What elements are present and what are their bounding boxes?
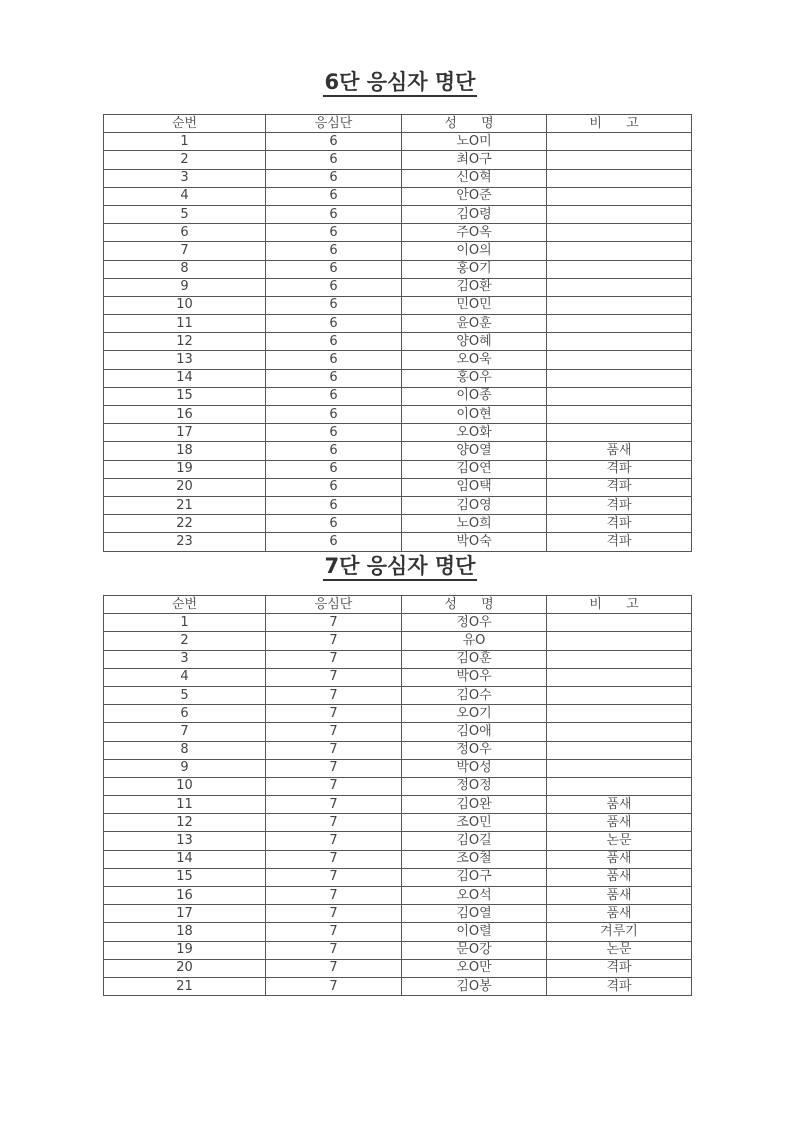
table-row [104, 151, 692, 169]
table-row [104, 723, 692, 741]
cell-name: 오O기 [402, 705, 547, 723]
table-row [104, 705, 692, 723]
table-row [104, 941, 692, 959]
cell-number: 19 [104, 941, 266, 959]
cell-remarks [547, 369, 692, 387]
cell-remarks [547, 351, 692, 369]
cell-remarks [547, 133, 692, 151]
cell-remarks [547, 205, 692, 223]
cell-name: 김O영 [402, 496, 547, 514]
cell-number: 9 [104, 759, 266, 777]
cell-grade: 7 [266, 832, 402, 850]
table-row [104, 296, 692, 314]
cell-remarks: 격파 [547, 496, 692, 514]
cell-number: 2 [104, 632, 266, 650]
cell-remarks: 품새 [547, 814, 692, 832]
cell-number: 11 [104, 796, 266, 814]
table-row [104, 205, 692, 223]
table-row [104, 424, 692, 442]
table-row [104, 632, 692, 650]
cell-name: 노O희 [402, 515, 547, 533]
cell-grade: 6 [266, 424, 402, 442]
table-row [104, 260, 692, 278]
table-row [104, 887, 692, 905]
table-row [104, 460, 692, 478]
cell-name: 김O애 [402, 723, 547, 741]
cell-remarks [547, 406, 692, 424]
cell-grade: 7 [266, 759, 402, 777]
cell-name: 민O민 [402, 296, 547, 314]
cell-remarks: 격파 [547, 460, 692, 478]
cell-number: 5 [104, 205, 266, 223]
cell-grade: 7 [266, 614, 402, 632]
cell-grade: 7 [266, 777, 402, 795]
cell-name: 최O구 [402, 151, 547, 169]
cell-name: 이O렬 [402, 923, 547, 941]
cell-remarks: 격파 [547, 959, 692, 977]
section-title-7dan [0, 550, 800, 580]
cell-number: 20 [104, 959, 266, 977]
cell-name: 김O훈 [402, 650, 547, 668]
cell-grade: 6 [266, 460, 402, 478]
cell-remarks [547, 187, 692, 205]
cell-grade: 7 [266, 632, 402, 650]
cell-remarks: 격파 [547, 478, 692, 496]
table-row [104, 923, 692, 941]
roster-table-6dan [103, 114, 692, 552]
cell-grade: 6 [266, 496, 402, 514]
cell-grade: 6 [266, 296, 402, 314]
cell-number: 16 [104, 887, 266, 905]
table-row [104, 905, 692, 923]
header-grade: 응심단 [266, 115, 402, 133]
cell-remarks: 논문 [547, 832, 692, 850]
table-body [104, 133, 692, 551]
cell-name: 윤O훈 [402, 315, 547, 333]
cell-remarks [547, 777, 692, 795]
header-remarks: 비 고 [547, 115, 692, 133]
cell-grade: 6 [266, 369, 402, 387]
cell-grade: 7 [266, 887, 402, 905]
cell-name: 정O우 [402, 741, 547, 759]
table-row [104, 759, 692, 777]
cell-number: 9 [104, 278, 266, 296]
table-row [104, 868, 692, 886]
cell-number: 12 [104, 814, 266, 832]
cell-number: 10 [104, 777, 266, 795]
table-row [104, 133, 692, 151]
cell-remarks [547, 169, 692, 187]
table-row [104, 796, 692, 814]
cell-number: 5 [104, 686, 266, 704]
table-row [104, 224, 692, 242]
cell-grade: 7 [266, 959, 402, 977]
table-row [104, 850, 692, 868]
cell-number: 7 [104, 723, 266, 741]
cell-grade: 6 [266, 442, 402, 460]
cell-remarks [547, 650, 692, 668]
cell-remarks: 품새 [547, 850, 692, 868]
cell-name: 박O숙 [402, 533, 547, 551]
cell-number: 18 [104, 442, 266, 460]
cell-grade: 7 [266, 741, 402, 759]
cell-name: 김O령 [402, 205, 547, 223]
cell-name: 임O택 [402, 478, 547, 496]
cell-remarks [547, 242, 692, 260]
table-row [104, 668, 692, 686]
cell-name: 김O길 [402, 832, 547, 850]
cell-name: 김O봉 [402, 977, 547, 995]
cell-number: 3 [104, 169, 266, 187]
cell-remarks [547, 278, 692, 296]
cell-remarks: 논문 [547, 941, 692, 959]
cell-grade: 7 [266, 941, 402, 959]
cell-name: 김O수 [402, 686, 547, 704]
cell-number: 1 [104, 133, 266, 151]
cell-remarks: 품새 [547, 796, 692, 814]
cell-remarks: 격파 [547, 533, 692, 551]
cell-remarks: 겨루기 [547, 923, 692, 941]
table-row [104, 351, 692, 369]
table-row [104, 814, 692, 832]
cell-number: 6 [104, 705, 266, 723]
cell-grade: 6 [266, 205, 402, 223]
table-row [104, 741, 692, 759]
cell-name: 김O환 [402, 278, 547, 296]
header-number: 순번 [104, 596, 266, 614]
header-remarks: 비 고 [547, 596, 692, 614]
cell-grade: 6 [266, 333, 402, 351]
cell-name: 조O민 [402, 814, 547, 832]
header-number: 순번 [104, 115, 266, 133]
cell-grade: 6 [266, 351, 402, 369]
table-row [104, 278, 692, 296]
cell-name: 조O철 [402, 850, 547, 868]
cell-remarks [547, 151, 692, 169]
cell-name: 양O혜 [402, 333, 547, 351]
cell-remarks [547, 333, 692, 351]
cell-grade: 6 [266, 515, 402, 533]
cell-number: 17 [104, 424, 266, 442]
cell-number: 22 [104, 515, 266, 533]
cell-name: 오O화 [402, 424, 547, 442]
cell-grade: 7 [266, 977, 402, 995]
table-row [104, 686, 692, 704]
cell-name: 안O준 [402, 187, 547, 205]
cell-number: 15 [104, 868, 266, 886]
cell-name: 오O만 [402, 959, 547, 977]
cell-number: 20 [104, 478, 266, 496]
cell-number: 21 [104, 977, 266, 995]
cell-number: 21 [104, 496, 266, 514]
table-row [104, 959, 692, 977]
cell-grade: 6 [266, 406, 402, 424]
table-row [104, 614, 692, 632]
cell-grade: 6 [266, 260, 402, 278]
header-grade: 응심단 [266, 596, 402, 614]
table-row [104, 333, 692, 351]
cell-number: 13 [104, 832, 266, 850]
table-row [104, 187, 692, 205]
cell-remarks [547, 632, 692, 650]
cell-number: 15 [104, 387, 266, 405]
cell-number: 23 [104, 533, 266, 551]
cell-number: 8 [104, 260, 266, 278]
cell-name: 오O욱 [402, 351, 547, 369]
cell-name: 김O구 [402, 868, 547, 886]
cell-remarks: 격파 [547, 515, 692, 533]
cell-remarks [547, 723, 692, 741]
header-name: 성 명 [402, 596, 547, 614]
cell-grade: 7 [266, 686, 402, 704]
cell-number: 2 [104, 151, 266, 169]
cell-number: 19 [104, 460, 266, 478]
cell-grade: 6 [266, 224, 402, 242]
cell-grade: 7 [266, 923, 402, 941]
cell-number: 12 [104, 333, 266, 351]
cell-grade: 7 [266, 905, 402, 923]
table-row [104, 777, 692, 795]
cell-number: 1 [104, 614, 266, 632]
cell-name: 유O [402, 632, 547, 650]
cell-number: 8 [104, 741, 266, 759]
cell-grade: 6 [266, 242, 402, 260]
cell-grade: 6 [266, 187, 402, 205]
cell-name: 홍O우 [402, 369, 547, 387]
cell-number: 10 [104, 296, 266, 314]
cell-remarks [547, 741, 692, 759]
cell-name: 주O옥 [402, 224, 547, 242]
table-header-row [104, 596, 692, 614]
table-row [104, 650, 692, 668]
cell-remarks [547, 387, 692, 405]
table-row [104, 478, 692, 496]
cell-grade: 6 [266, 169, 402, 187]
table-row [104, 832, 692, 850]
cell-name: 이O현 [402, 406, 547, 424]
cell-number: 17 [104, 905, 266, 923]
table-row [104, 169, 692, 187]
cell-name: 이O의 [402, 242, 547, 260]
cell-grade: 7 [266, 868, 402, 886]
cell-remarks [547, 686, 692, 704]
cell-name: 양O열 [402, 442, 547, 460]
cell-number: 7 [104, 242, 266, 260]
cell-grade: 6 [266, 478, 402, 496]
cell-number: 16 [104, 406, 266, 424]
table-row [104, 533, 692, 551]
table-row [104, 369, 692, 387]
cell-number: 4 [104, 187, 266, 205]
table-row [104, 515, 692, 533]
cell-number: 14 [104, 850, 266, 868]
cell-name: 박O성 [402, 759, 547, 777]
section-title-6dan [0, 66, 800, 96]
table-row [104, 315, 692, 333]
cell-name: 신O혁 [402, 169, 547, 187]
cell-grade: 6 [266, 533, 402, 551]
cell-name: 김O연 [402, 460, 547, 478]
cell-remarks [547, 705, 692, 723]
cell-remarks: 격파 [547, 977, 692, 995]
cell-number: 14 [104, 369, 266, 387]
cell-name: 김O열 [402, 905, 547, 923]
cell-grade: 7 [266, 668, 402, 686]
cell-name: 김O완 [402, 796, 547, 814]
cell-grade: 7 [266, 850, 402, 868]
section-title-text: 6단 응심자 명단 [323, 70, 478, 97]
table-row [104, 442, 692, 460]
cell-name: 박O우 [402, 668, 547, 686]
cell-remarks: 품새 [547, 905, 692, 923]
cell-remarks [547, 614, 692, 632]
cell-remarks [547, 759, 692, 777]
cell-remarks: 품새 [547, 887, 692, 905]
table-row [104, 496, 692, 514]
cell-number: 6 [104, 224, 266, 242]
section-title-text: 7단 응심자 명단 [323, 554, 478, 581]
cell-remarks: 품새 [547, 442, 692, 460]
roster-table-7dan [103, 595, 692, 996]
cell-number: 18 [104, 923, 266, 941]
cell-remarks [547, 260, 692, 278]
cell-grade: 6 [266, 387, 402, 405]
cell-name: 문O강 [402, 941, 547, 959]
cell-grade: 6 [266, 315, 402, 333]
cell-grade: 7 [266, 814, 402, 832]
cell-remarks [547, 296, 692, 314]
cell-remarks [547, 424, 692, 442]
cell-number: 11 [104, 315, 266, 333]
header-name: 성 명 [402, 115, 547, 133]
cell-number: 13 [104, 351, 266, 369]
table-row [104, 387, 692, 405]
cell-grade: 6 [266, 278, 402, 296]
cell-grade: 6 [266, 151, 402, 169]
cell-remarks [547, 315, 692, 333]
cell-grade: 7 [266, 650, 402, 668]
cell-name: 홍O기 [402, 260, 547, 278]
table-row [104, 977, 692, 995]
cell-name: 오O석 [402, 887, 547, 905]
cell-remarks: 품새 [547, 868, 692, 886]
cell-remarks [547, 668, 692, 686]
cell-number: 3 [104, 650, 266, 668]
table-header-row [104, 115, 692, 133]
table-row [104, 242, 692, 260]
cell-number: 4 [104, 668, 266, 686]
cell-name: 정O우 [402, 614, 547, 632]
cell-name: 정O정 [402, 777, 547, 795]
cell-name: 노O미 [402, 133, 547, 151]
cell-grade: 6 [266, 133, 402, 151]
table-row [104, 406, 692, 424]
table-body [104, 614, 692, 996]
cell-grade: 7 [266, 723, 402, 741]
cell-grade: 7 [266, 796, 402, 814]
cell-grade: 7 [266, 705, 402, 723]
cell-name: 이O종 [402, 387, 547, 405]
cell-remarks [547, 224, 692, 242]
